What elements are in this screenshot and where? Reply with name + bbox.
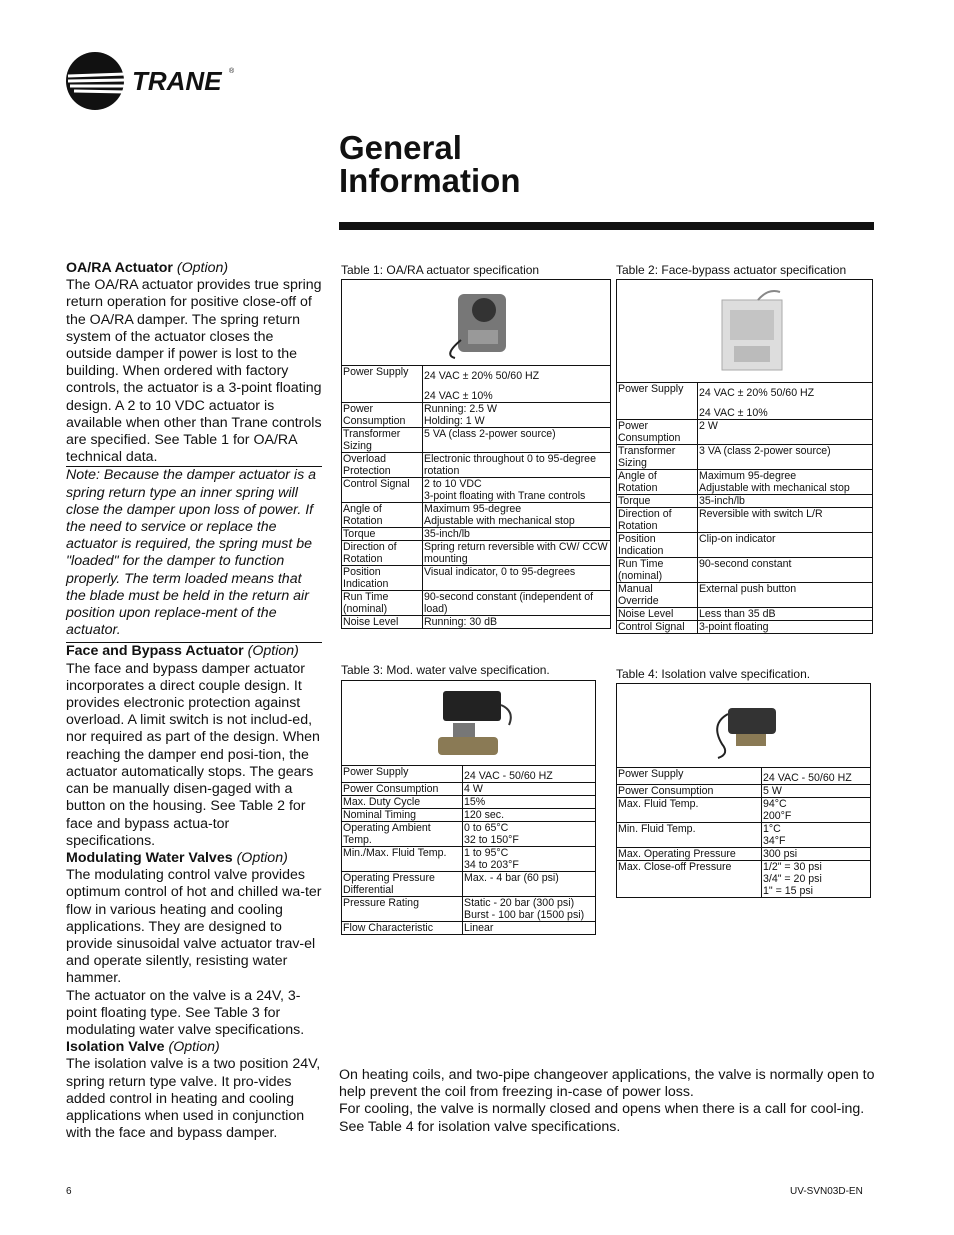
table-row (342, 847, 596, 872)
row-value: Spring return reversible with CW/ CCW mounting (423, 541, 611, 566)
row-value: 120 sec. (463, 809, 596, 822)
table-row (342, 403, 611, 428)
t2-ps-a: 24 VAC ± 20% 50/60 HZ (699, 387, 815, 399)
table2-photo (617, 280, 873, 383)
row-label: Power Consumption (342, 783, 463, 796)
oara-head: OA/RA Actuator (66, 260, 173, 276)
table-row (342, 528, 611, 541)
row-value: 35-inch/lb (423, 528, 611, 541)
mv-body2: The actuator on the valve is a 24V, 3-point floating type. See Table 3 for modulating water valve specifications. (66, 987, 305, 1038)
fb-opt: (Option) (247, 643, 299, 660)
row-label: Angle of Rotation (617, 470, 698, 495)
row-label: Operating Pressure Differential (342, 872, 463, 897)
row-label: Max. Close-off Pressure (617, 861, 762, 898)
row-value: Running: 2.5 W Holding: 1 W (423, 403, 611, 428)
mv-body: The modulating control valve provides optimum control of hot and chilled wa-ter flow in various heating and cooling applications. They are designed to provide sinusoidal valve actuator trav-el and operate silently, resisting water hammer. (66, 867, 322, 987)
iv-opt: (Option) (168, 1039, 220, 1056)
row-label: Direction of Rotation (342, 541, 423, 566)
t2-ps-label: Power Supply (617, 383, 698, 420)
mv-opt: (Option) (236, 849, 288, 866)
row-value: Reversible with switch L/R (698, 508, 873, 533)
bottom-text (339, 1067, 879, 1136)
row-value: 0 to 65°C 32 to 150°F (463, 822, 596, 847)
table-row (342, 453, 611, 478)
row-value: Maximum 95-degree Adjustable with mechanical stop (423, 503, 611, 528)
table-row (617, 785, 871, 798)
row-label: Angle of Rotation (342, 503, 423, 528)
oara-note: Note: Because the damper actuator is a spring return type an inner spring will close the damper upon loss of power. If the need to service or replace the actuator is required, the spring must be "loaded" for the damper to function properly. The term loaded means that the blade must be held in the return air position upon replace-ment of the actuator. (66, 466, 322, 643)
table-row (617, 533, 873, 558)
title-line-2: Information (339, 162, 521, 199)
table-row (617, 445, 873, 470)
iv-body: The isolation valve is a two position 24V, spring return type valve. It pro-vides added control in heating and cooling applications when used in conjunction with the face and bypass damper. (66, 1056, 321, 1142)
row-label: Position Indication (617, 533, 698, 558)
table4-caption: Table 4: Isolation valve specification. (616, 667, 811, 681)
table-row (617, 495, 873, 508)
row-value: 1°C 34°F (762, 823, 871, 848)
table-row (617, 608, 873, 621)
table4 (616, 683, 871, 898)
table-row (617, 470, 873, 495)
row-value: Linear (463, 922, 596, 935)
row-value: Electronic throughout 0 to 95-degree rotation (423, 453, 611, 478)
row-label: Noise Level (342, 616, 423, 629)
table1 (341, 279, 611, 629)
row-value: Maximum 95-degree Adjustable with mechanical stop (698, 470, 873, 495)
row-value: Max. - 4 bar (60 psi) (463, 872, 596, 897)
table1-photo (342, 280, 611, 366)
bottom-p1: On heating coils, and two-pipe changeover applications, the valve is normally open to help prevent the coil from freezing in-case of power loss. (339, 1067, 875, 1101)
row-value: 94°C 200°F (762, 798, 871, 823)
row-value: Visual indicator, 0 to 95-degrees (423, 566, 611, 591)
row-value: Running: 30 dB (423, 616, 611, 629)
doc-number: UV-SVN03D-EN (790, 1186, 863, 1197)
table-row (342, 796, 596, 809)
table-row (617, 508, 873, 533)
table-row (617, 558, 873, 583)
trane-logo (66, 50, 236, 112)
table-row (617, 621, 873, 634)
table2-caption: Table 2: Face-bypass actuator specification (616, 263, 847, 277)
row-label: Min./Max. Fluid Temp. (342, 847, 463, 872)
row-label: Torque (342, 528, 423, 541)
row-value: 300 psi (762, 848, 871, 861)
row-label: Control Signal (342, 478, 423, 503)
row-label: Max. Operating Pressure (617, 848, 762, 861)
table-row (342, 428, 611, 453)
page-title (339, 131, 520, 197)
row-label: Power Consumption (617, 420, 698, 445)
row-label: Run Time (nominal) (617, 558, 698, 583)
table-row (342, 616, 611, 629)
row-label: Control Signal (617, 621, 698, 634)
table2 (616, 279, 873, 634)
brand-name: TRANE (132, 66, 222, 96)
table3-caption: Table 3: Mod. water valve specification. (341, 663, 550, 677)
row-label: Torque (617, 495, 698, 508)
table-row (342, 897, 596, 922)
row-label: Operating Ambient Temp. (342, 822, 463, 847)
table3-photo (342, 681, 596, 766)
t1-ps-a: 24 VAC ± 20% 50/60 HZ (424, 370, 540, 382)
table-row (617, 848, 871, 861)
row-label: Min. Fluid Temp. (617, 823, 762, 848)
row-value: 5 VA (class 2-power source) (423, 428, 611, 453)
table4-photo (617, 684, 871, 768)
oara-opt: (Option) (176, 260, 229, 276)
row-label: Nominal Timing (342, 809, 463, 822)
row-value: 1/2" = 30 psi 3/4" = 20 psi 1" = 15 psi (762, 861, 871, 898)
table-row (342, 809, 596, 822)
table3 (341, 680, 596, 935)
row-value: 2 W (698, 420, 873, 445)
row-label: Position Indication (342, 566, 423, 591)
table-row (617, 823, 871, 848)
table-row (342, 822, 596, 847)
iv-head: Isolation Valve (66, 1039, 165, 1056)
row-value: 90-second constant (698, 558, 873, 583)
title-line-1: General (339, 129, 462, 166)
bottom-p2: For cooling, the valve is normally closed and opens when there is a call for cool-ing. See Table 4 for isolation valve specifications. (339, 1101, 865, 1135)
table-row (342, 566, 611, 591)
row-value: 1 to 95°C 34 to 203°F (463, 847, 596, 872)
row-value: External push button (698, 583, 873, 608)
row-value: 35-inch/lb (698, 495, 873, 508)
table-row (617, 583, 873, 608)
row-value: 3 VA (class 2-power source) (698, 445, 873, 470)
oara-body: The OA/RA actuator provides true spring return operation for positive close-off of the OA/RA damper. The spring return system of the actuator closes the outside damper if power is lost to the building. When ordered with factory controls, the actuator is a 3-point floating design. A 2 to 10 VDC actuator is available when other than Trane controls are specified. See Table 1 for OA/RA technical data. (66, 277, 322, 466)
row-label: Pressure Rating (342, 897, 463, 922)
row-value: Less than 35 dB (698, 608, 873, 621)
fb-body: The face and bypass damper actuator incorporates a direct couple design. It provides electronic protection against overload. A limit switch is not includ-ed, nor required as part of the design. When reaching the damper end posi-tion, the actuator automatically stops. The gears can be manually disen-gaged with a button on the housing. See Table 2 for face and bypass actua-tor specifications. (66, 660, 320, 849)
row-label: Direction of Rotation (617, 508, 698, 533)
row-label: Max. Fluid Temp. (617, 798, 762, 823)
left-column (66, 260, 322, 1142)
table-row (617, 798, 871, 823)
table-row (342, 783, 596, 796)
table-row (617, 420, 873, 445)
fb-head: Face and Bypass Actuator (66, 643, 244, 660)
table1-caption: Table 1: OA/RA actuator specification (341, 263, 540, 277)
row-label: Manual Override (617, 583, 698, 608)
row-label: Transformer Sizing (617, 445, 698, 470)
t1-ps-b: 24 VAC ± 10% (424, 390, 493, 402)
row-label: Transformer Sizing (342, 428, 423, 453)
table-row (342, 478, 611, 503)
row-label: Flow Characteristic (342, 922, 463, 935)
row-label: Overload Protection (342, 453, 423, 478)
row-label: Run Time (nominal) (342, 591, 423, 616)
table-row (342, 872, 596, 897)
t2-ps-b: 24 VAC ± 10% (699, 407, 768, 419)
brand-reg: ® (229, 68, 235, 75)
t3-ps-a: 24 VAC - 50/60 HZ (464, 770, 553, 782)
row-label: Power Consumption (617, 785, 762, 798)
row-label: Max. Duty Cycle (342, 796, 463, 809)
page-number: 6 (66, 1186, 72, 1197)
row-label: Power Consumption (342, 403, 423, 428)
row-value: Static - 20 bar (300 psi) Burst - 100 bar (1500 psi) (463, 897, 596, 922)
mv-head: Modulating Water Valves (66, 849, 233, 866)
table-row (342, 503, 611, 528)
table-row (342, 541, 611, 566)
title-rule (339, 222, 874, 230)
isolation-valve-image (618, 684, 869, 764)
table-row (617, 861, 871, 898)
oara-actuator-image (343, 280, 609, 362)
row-value: 2 to 10 VDC 3-point floating with Trane controls (423, 478, 611, 503)
t4-ps-label: Power Supply (617, 768, 762, 785)
row-label: Noise Level (617, 608, 698, 621)
row-value: 90-second constant (independent of load) (423, 591, 611, 616)
table-row (342, 591, 611, 616)
t1-ps-label: Power Supply (342, 366, 423, 403)
row-value: 5 W (762, 785, 871, 798)
row-value: 4 W (463, 783, 596, 796)
mod-valve-image (343, 681, 594, 762)
table-row (342, 922, 596, 935)
row-value: 3-point floating (698, 621, 873, 634)
t3-ps-label: Power Supply (342, 766, 463, 783)
t4-ps-a: 24 VAC - 50/60 HZ (763, 772, 852, 784)
row-value: Clip-on indicator (698, 533, 873, 558)
row-value: 15% (463, 796, 596, 809)
face-bypass-actuator-image (618, 280, 871, 379)
